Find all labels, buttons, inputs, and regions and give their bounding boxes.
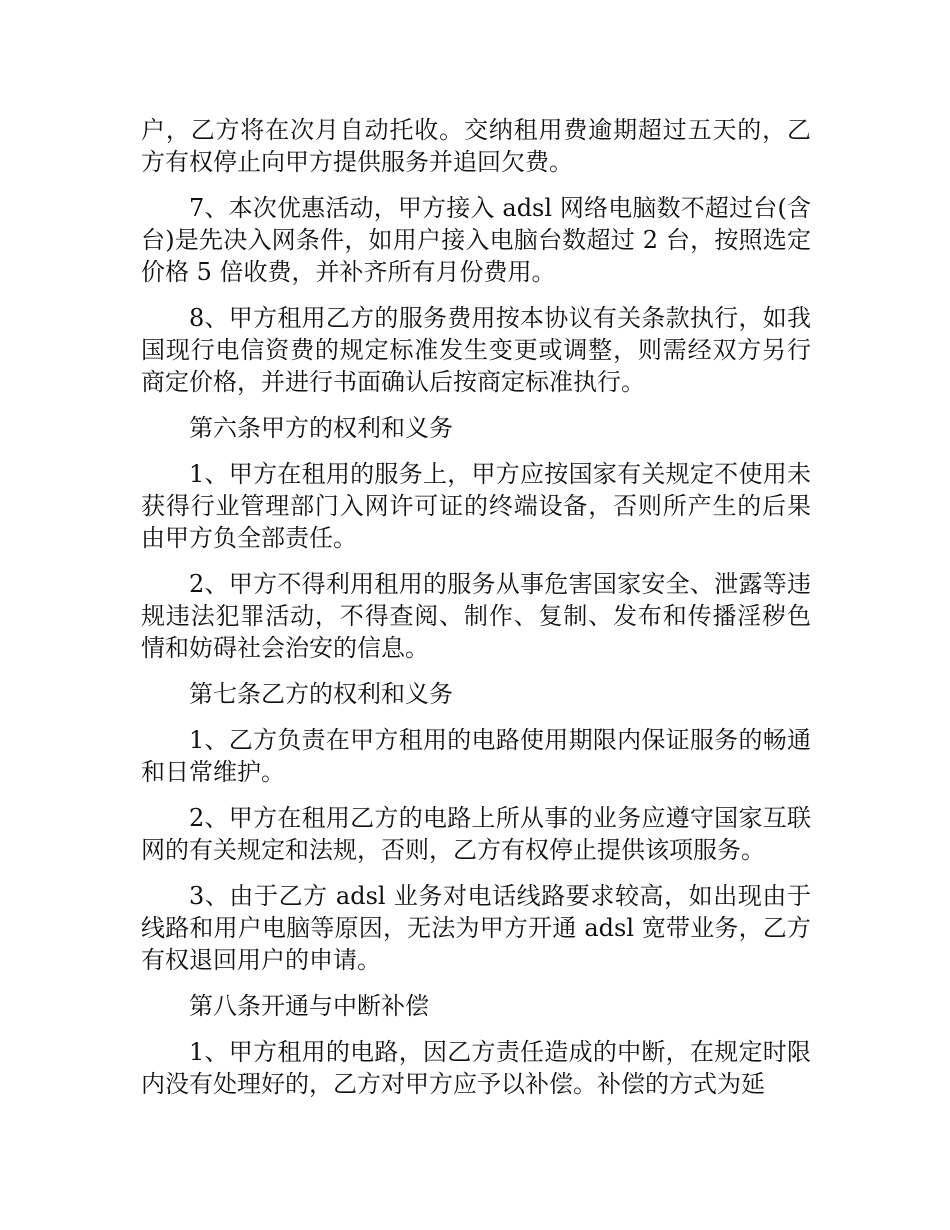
document-body [141, 114, 811, 1114]
paragraph-item-8: 8、甲方租用乙方的服务费用按本协议有关条款执行，如我国现行电信资费的规定标准发生变更或调整，则需经双方另行商定价格，并进行书面确认后按商定标准执行。 [141, 304, 811, 396]
paragraph-7-1: 1、乙方负责在甲方租用的电路使用期限内保证服务的畅通和日常维护。 [141, 726, 811, 786]
paragraph-continuation: 户，乙方将在次月自动托收。交纳租用费逾期超过五天的，乙方有权停止向甲方提供服务并追回欠费。 [141, 116, 811, 176]
section-heading-6: 第六条甲方的权利和义务 [189, 414, 453, 442]
paragraph-7-2: 2、甲方在租用乙方的电路上所从事的业务应遵守国家互联网的有关规定和法规，否则，乙方有权停止提供该项服务。 [141, 804, 811, 864]
paragraph-6-2: 2、甲方不得利用租用的服务从事危害国家安全、泄露等违规违法犯罪活动，不得查阅、制作、复制、发布和传播淫秽色情和妨碍社会治安的信息。 [141, 570, 811, 662]
section-heading-8: 第八条开通与中断补偿 [189, 992, 429, 1020]
paragraph-8-1: 1、甲方租用的电路，因乙方责任造成的中断，在规定时限内没有处理好的，乙方对甲方应予以补偿。补偿的方式为延 [141, 1038, 811, 1098]
section-heading-7: 第七条乙方的权利和义务 [189, 680, 453, 708]
paragraph-6-1: 1、甲方在租用的服务上，甲方应按国家有关规定不使用未获得行业管理部门入网许可证的终端设备，否则所产生的后果由甲方负全部责任。 [141, 460, 811, 552]
paragraph-item-7: 7、本次优惠活动，甲方接入 adsl 网络电脑数不超过台(含台)是先决入网条件，如用户接入电脑台数超过 2 台，按照选定价格 5 倍收费，并补齐所有月份费用。 [141, 194, 811, 286]
paragraph-7-3: 3、由于乙方 adsl 业务对电话线路要求较高，如出现由于线路和用户电脑等原因，无法为甲方开通 adsl 宽带业务，乙方有权退回用户的申请。 [141, 882, 811, 974]
